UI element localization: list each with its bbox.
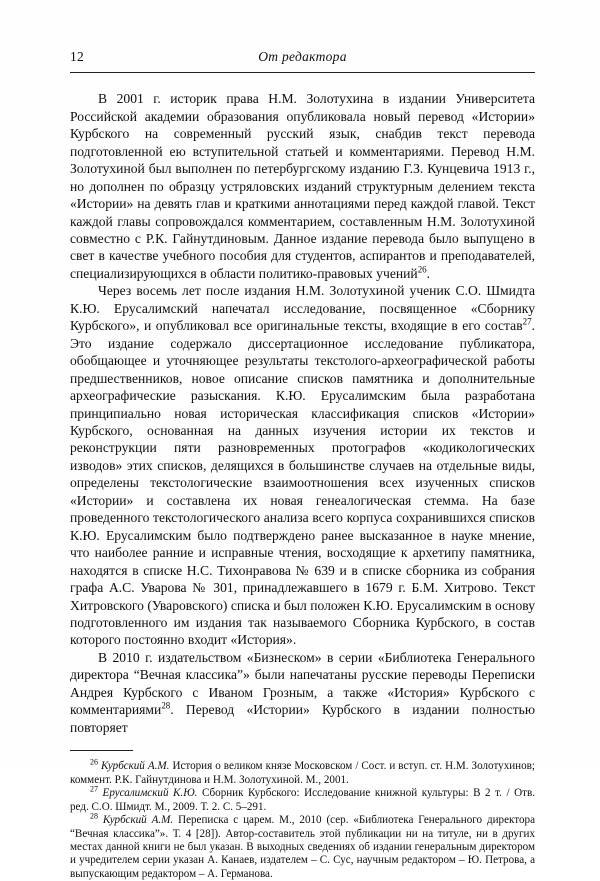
header-divider-rule: [70, 72, 535, 73]
footnote-28: [70, 811, 535, 880]
footnote-separator-rule: [70, 750, 133, 751]
footnote-26-author: Курбский А.М.: [101, 760, 170, 773]
page-content: [70, 48, 535, 881]
running-title: От редактора: [258, 49, 347, 64]
paragraph-2-tail: . Это издание содержало диссертационное исследование публикатора, обобщающее и уточняющее результаты текстолого-археографической работы предшественников, новое описание списков памятника и дополнительные археографические разыскания. К.Ю. Ерусалимским была разработана принципиально новая историческая классификация списков «Истории» Курбского, основанная на данных изучения истории их текстов и реконструкции пяти разновременных протографов «кодикологических изводов» этих списков, делящихся в большинстве случаев на отдельные виды, определены текстологические взаимоотношения всех изученных списков «Истории» и составлена их новая генеалогическая стемма. На базе проведенного текстологического анализа всего корпуса сохранившихся списков К.Ю. Ерусалимским было подтверждено ранее высказанное в науке мнение, что наиболее ранние и исправные чтения, восходящие к архетипу памятника, находятся в списке Н.С. Тихонравова № 639 и в списке сборника из собрания графа А.С. Уварова № 301, принадлежавшего в 1679 г. Б.М. Хитрово. Текст Хитровского (Уваровского) списка и был положен К.Ю. Ерусалимским в основу подготовленного им издания так называемого Сборника Курбского, в состав которого постоянно входит «История».: [70, 318, 535, 648]
footnote-26-text: История о великом князе Московском / Сост. и вступ. ст. Н.М. Золотухинов; коммент. Р.К. Гайнутдинова и Н.М. Золотухиной. М., 2001.: [70, 760, 535, 786]
footnote-27-text: Сборник Курбского: Исследование книжной культуры: В 2 т. / Отв. ред. С.О. Шмидт. М., 2009. Т. 2. С. 5–291.: [70, 787, 535, 813]
footnote-27: [70, 784, 535, 814]
paragraph-1-tail: .: [426, 265, 431, 281]
paragraph-3-text: В 2010 г. издательством «Бизнеском» в серии «Библиотека Генерального директора “Вечная классика”» были напечатаны русские переводы Переписки Андрея Курбского с Иваном Грозным, а также «История» Курбского с комментариями: [70, 649, 535, 718]
body-text: [70, 90, 535, 736]
paragraph-1: [70, 90, 535, 282]
paragraph-3: [70, 649, 535, 736]
footnote-26: [70, 757, 535, 787]
footnote-28-text: Переписка с царем. М., 2010 (сер. «Библиотека Генерального директора “Вечная классика”». Т. 4 [28]). Автор-составитель этой публикации ни на титуле, ни в других местах данной книги не был указан. В выходных сведениях об издании генеральным директором и учредителем серии указан А. Канаев, издателем – С. Сус, научным редактором – Ю. Петрова, а выпускающим редактором – А. Германова.: [70, 814, 535, 880]
footnote-ref-26[interactable]: 26: [417, 264, 427, 275]
paragraph-3-tail: . Перевод «Истории» Курбского в издании полностью повторяет: [70, 702, 535, 735]
footnote-marker-28: 28: [90, 811, 98, 821]
paragraph-2-text: Через восемь лет после издания Н.М. Золотухиной ученик С.О. Шмидта К.Ю. Ерусалимский напечатал исследование, посвященное «Сборнику Курбского», и опубликовал все оригинальные тексты, входящие в его состав: [70, 283, 535, 334]
footnotes-section: [70, 757, 535, 881]
footnote-ref-28[interactable]: 28: [161, 700, 171, 711]
page-number: 12: [70, 49, 84, 64]
footnote-marker-26: 26: [90, 757, 98, 767]
footnote-28-author: Курбский А.М.: [102, 814, 174, 827]
running-header: [70, 48, 535, 70]
paragraph-1-text: В 2001 г. историк права Н.М. Золотухина в издании Университета Российской академии образования опубликовала новый перевод «Истории» Курбского на современный русский язык, снабдив текст перевода подготовленной ею вступительной статьей и комментариями. Перевод Н.М. Золотухиной был выполнен по петербургскому изданию Г.З. Кунцевича 1913 г., но дополнен по образцу устряловских изданий структурным делением текста «Истории» на девять глав и краткими аннотациями перед каждой главой. Текст каждой главы сопровождался комментарием, составленным Н.М. Золотухиной совместно с Р.К. Гайнутдиновым. Данное издание перевода было выпущено в свет в качестве учебного пособия для студентов, аспирантов и преподавателей, специализирующихся в области политико-правовых учений: [70, 91, 535, 281]
footnote-marker-27: 27: [90, 784, 98, 794]
footnote-27-author: Ерусалимский К.Ю.: [102, 787, 198, 800]
footnote-ref-27[interactable]: 27: [522, 316, 532, 327]
paragraph-2: [70, 282, 535, 649]
